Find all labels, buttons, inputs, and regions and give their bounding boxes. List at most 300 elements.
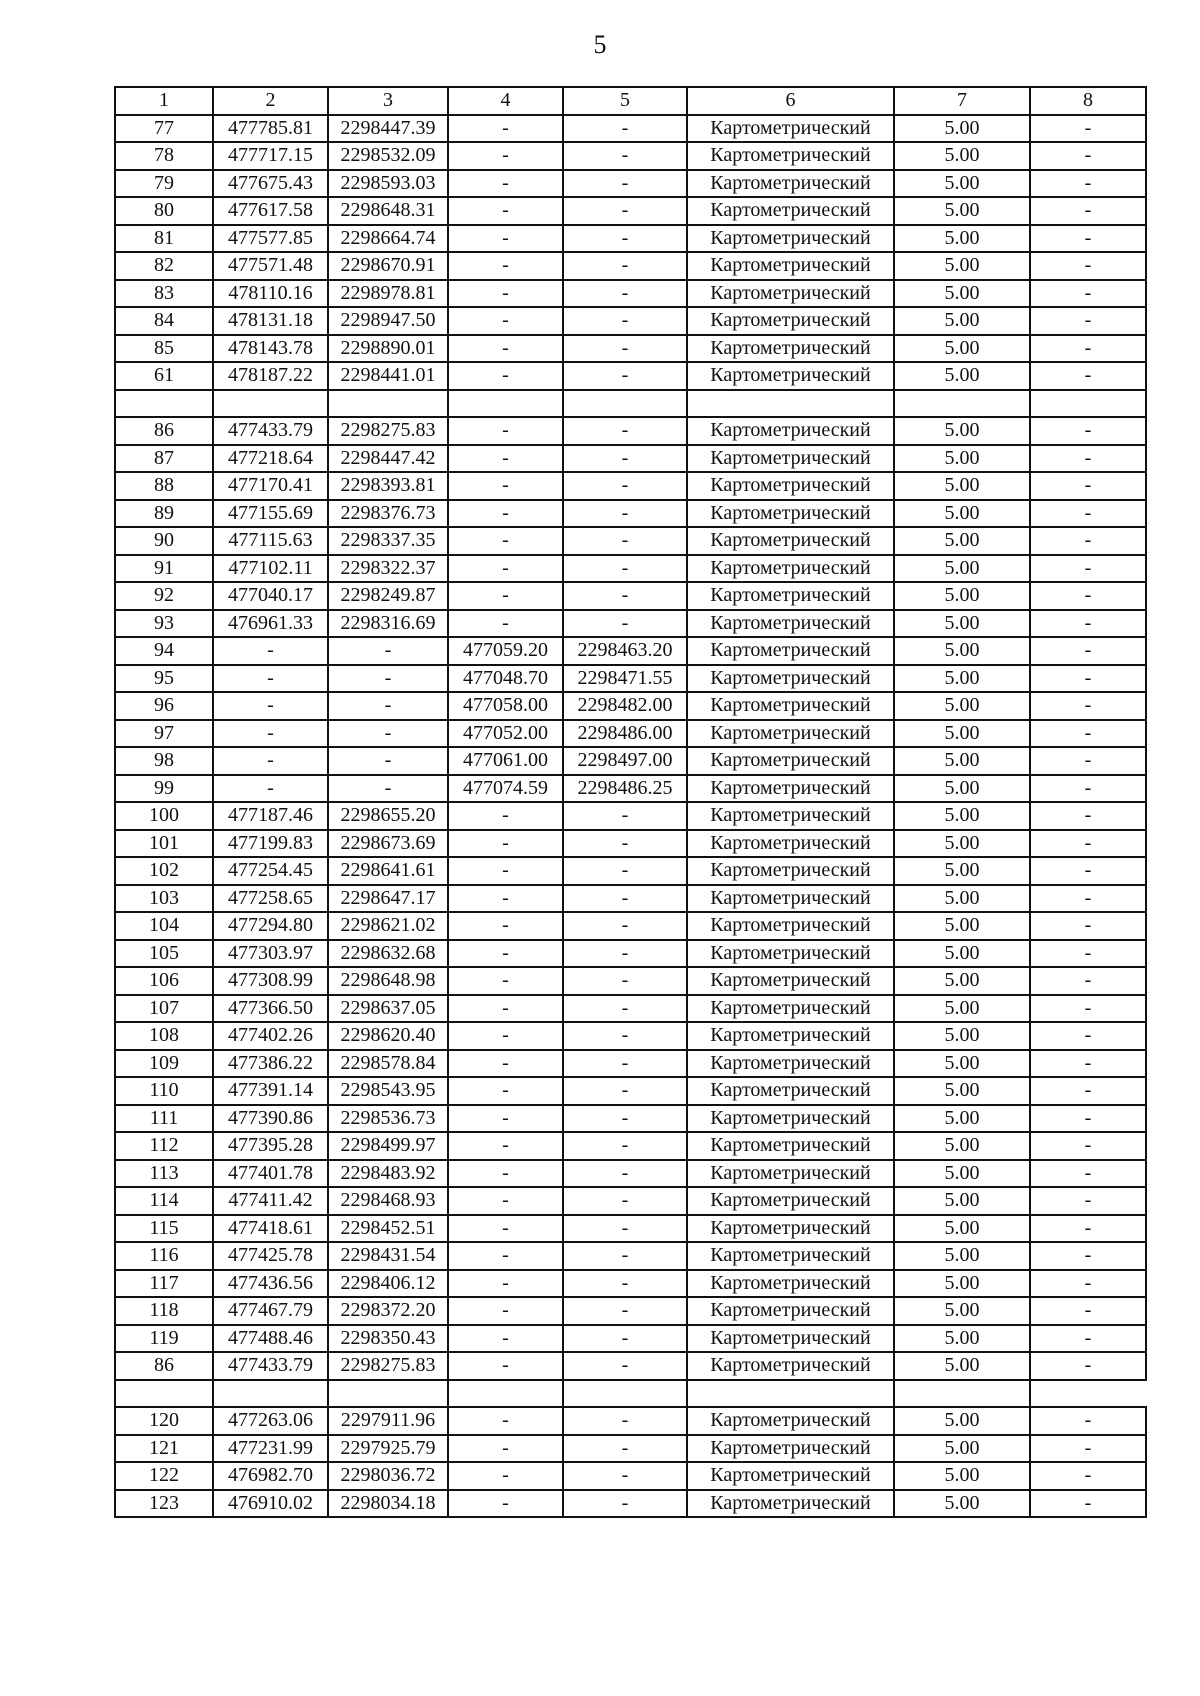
x-coordinate-cell: 477218.64	[213, 445, 328, 473]
x-new-coordinate-cell: -	[448, 1050, 563, 1078]
point-number-cell: 98	[115, 747, 213, 775]
x-new-coordinate-cell: -	[448, 362, 563, 390]
x-coordinate-cell: 477411.42	[213, 1187, 328, 1215]
x-coordinate-cell: 477402.26	[213, 1022, 328, 1050]
y-coordinate-cell: 2298350.43	[328, 1325, 448, 1353]
point-number-cell: 117	[115, 1270, 213, 1298]
note-cell: -	[1030, 142, 1146, 170]
x-coordinate-cell	[213, 390, 328, 418]
y-new-coordinate-cell: -	[563, 115, 687, 143]
x-coordinate-cell: 477308.99	[213, 967, 328, 995]
x-coordinate-cell: 477401.78	[213, 1160, 328, 1188]
x-new-coordinate-cell: 477061.00	[448, 747, 563, 775]
point-number-cell: 102	[115, 857, 213, 885]
point-number-cell: 119	[115, 1325, 213, 1353]
y-new-coordinate-cell: -	[563, 802, 687, 830]
y-new-coordinate-cell: 2298482.00	[563, 692, 687, 720]
accuracy-cell: 5.00	[894, 472, 1030, 500]
x-new-coordinate-cell: -	[448, 1435, 563, 1463]
x-new-coordinate-cell: -	[448, 1022, 563, 1050]
x-coordinate-cell: 476982.70	[213, 1462, 328, 1490]
note-cell: -	[1030, 1105, 1146, 1133]
table-row	[115, 830, 1146, 858]
note-cell: -	[1030, 692, 1146, 720]
x-coordinate-cell: 477577.85	[213, 225, 328, 253]
x-new-coordinate-cell: -	[448, 527, 563, 555]
header-row	[115, 87, 1146, 115]
point-number-cell	[115, 1380, 213, 1408]
y-new-coordinate-cell: -	[563, 1242, 687, 1270]
x-new-coordinate-cell: -	[448, 417, 563, 445]
accuracy-cell: 5.00	[894, 555, 1030, 583]
y-new-coordinate-cell: -	[563, 610, 687, 638]
y-new-coordinate-cell: -	[563, 555, 687, 583]
x-coordinate-cell: 477231.99	[213, 1435, 328, 1463]
table-row	[115, 1022, 1146, 1050]
accuracy-cell: 5.00	[894, 610, 1030, 638]
x-coordinate-cell: -	[213, 775, 328, 803]
y-new-coordinate-cell: -	[563, 940, 687, 968]
y-coordinate-cell: 2298620.40	[328, 1022, 448, 1050]
x-new-coordinate-cell: -	[448, 170, 563, 198]
accuracy-cell: 5.00	[894, 1022, 1030, 1050]
x-new-coordinate-cell: -	[448, 940, 563, 968]
point-number-cell: 86	[115, 1352, 213, 1380]
note-cell: -	[1030, 170, 1146, 198]
method-cell: Картометрический	[687, 1050, 894, 1078]
x-coordinate-cell: 477254.45	[213, 857, 328, 885]
accuracy-cell: 5.00	[894, 1187, 1030, 1215]
method-cell: Картометрический	[687, 142, 894, 170]
point-number-cell: 116	[115, 1242, 213, 1270]
method-cell: Картометрический	[687, 1242, 894, 1270]
point-number-cell: 120	[115, 1407, 213, 1435]
x-new-coordinate-cell: -	[448, 1105, 563, 1133]
y-coordinate-cell: 2298655.20	[328, 802, 448, 830]
x-coordinate-cell: 477436.56	[213, 1270, 328, 1298]
point-number-cell: 90	[115, 527, 213, 555]
x-coordinate-cell: 477433.79	[213, 417, 328, 445]
x-new-coordinate-cell: -	[448, 1352, 563, 1380]
y-coordinate-cell: -	[328, 637, 448, 665]
method-cell: Картометрический	[687, 527, 894, 555]
note-cell: -	[1030, 1352, 1146, 1380]
table-row	[115, 142, 1146, 170]
point-number-cell: 118	[115, 1297, 213, 1325]
y-new-coordinate-cell: -	[563, 197, 687, 225]
accuracy-cell: 5.00	[894, 940, 1030, 968]
note-cell: -	[1030, 857, 1146, 885]
note-cell: -	[1030, 1435, 1146, 1463]
y-coordinate-cell: 2298947.50	[328, 307, 448, 335]
x-coordinate-cell: 477617.58	[213, 197, 328, 225]
note-cell: -	[1030, 307, 1146, 335]
x-coordinate-cell: 477717.15	[213, 142, 328, 170]
note-cell: -	[1030, 1132, 1146, 1160]
accuracy-cell: 5.00	[894, 1050, 1030, 1078]
method-cell: Картометрический	[687, 830, 894, 858]
table-row	[115, 582, 1146, 610]
point-number-cell: 108	[115, 1022, 213, 1050]
x-new-coordinate-cell: -	[448, 967, 563, 995]
x-coordinate-cell: 477425.78	[213, 1242, 328, 1270]
y-coordinate-cell: 2298648.31	[328, 197, 448, 225]
note-cell: -	[1030, 197, 1146, 225]
note-cell: -	[1030, 1050, 1146, 1078]
accuracy-cell: 5.00	[894, 335, 1030, 363]
y-new-coordinate-cell: 2298471.55	[563, 665, 687, 693]
y-new-coordinate-cell: -	[563, 1270, 687, 1298]
point-number-cell: 115	[115, 1215, 213, 1243]
x-coordinate-cell: 477303.97	[213, 940, 328, 968]
y-coordinate-cell: 2298447.39	[328, 115, 448, 143]
note-cell: -	[1030, 610, 1146, 638]
y-coordinate-cell: 2298499.97	[328, 1132, 448, 1160]
method-cell: Картометрический	[687, 555, 894, 583]
note-cell: -	[1030, 252, 1146, 280]
method-cell: Картометрический	[687, 280, 894, 308]
y-new-coordinate-cell: 2298486.25	[563, 775, 687, 803]
y-coordinate-cell: 2298673.69	[328, 830, 448, 858]
point-number-cell: 106	[115, 967, 213, 995]
y-coordinate-cell: 2298036.72	[328, 1462, 448, 1490]
accuracy-cell: 5.00	[894, 142, 1030, 170]
table-row	[115, 1077, 1146, 1105]
y-new-coordinate-cell: -	[563, 307, 687, 335]
accuracy-cell: 5.00	[894, 225, 1030, 253]
accuracy-cell: 5.00	[894, 252, 1030, 280]
method-cell: Картометрический	[687, 637, 894, 665]
method-cell: Картометрический	[687, 802, 894, 830]
accuracy-cell: 5.00	[894, 1435, 1030, 1463]
y-coordinate-cell: 2298431.54	[328, 1242, 448, 1270]
x-coordinate-cell: 477366.50	[213, 995, 328, 1023]
point-number-cell: 89	[115, 500, 213, 528]
method-cell: Картометрический	[687, 417, 894, 445]
header-cell: 3	[328, 87, 448, 115]
accuracy-cell: 5.00	[894, 1407, 1030, 1435]
x-new-coordinate-cell: -	[448, 1160, 563, 1188]
table-row	[115, 555, 1146, 583]
y-coordinate-cell: 2298275.83	[328, 417, 448, 445]
x-new-coordinate-cell: -	[448, 252, 563, 280]
y-coordinate-cell: 2298275.83	[328, 1352, 448, 1380]
note-cell: -	[1030, 582, 1146, 610]
table-row	[115, 307, 1146, 335]
x-new-coordinate-cell: -	[448, 472, 563, 500]
y-new-coordinate-cell: -	[563, 500, 687, 528]
method-cell: Картометрический	[687, 1490, 894, 1518]
accuracy-cell: 5.00	[894, 582, 1030, 610]
y-coordinate-cell: 2298632.68	[328, 940, 448, 968]
x-coordinate-cell: 478110.16	[213, 280, 328, 308]
x-coordinate-cell: 477170.41	[213, 472, 328, 500]
note-cell: -	[1030, 555, 1146, 583]
method-cell: Картометрический	[687, 940, 894, 968]
note-cell: -	[1030, 1462, 1146, 1490]
table-row	[115, 280, 1146, 308]
y-coordinate-cell: 2298337.35	[328, 527, 448, 555]
y-coordinate-cell: 2298483.92	[328, 1160, 448, 1188]
table-row	[115, 1050, 1146, 1078]
note-cell: -	[1030, 1215, 1146, 1243]
method-cell: Картометрический	[687, 1270, 894, 1298]
x-new-coordinate-cell: -	[448, 1490, 563, 1518]
x-new-coordinate-cell: -	[448, 885, 563, 913]
point-number-cell: 104	[115, 912, 213, 940]
x-new-coordinate-cell: -	[448, 857, 563, 885]
x-new-coordinate-cell: 477059.20	[448, 637, 563, 665]
accuracy-cell: 5.00	[894, 885, 1030, 913]
y-new-coordinate-cell: 2298463.20	[563, 637, 687, 665]
y-coordinate-cell: -	[328, 665, 448, 693]
table-row	[115, 692, 1146, 720]
accuracy-cell: 5.00	[894, 417, 1030, 445]
y-new-coordinate-cell: -	[563, 362, 687, 390]
accuracy-cell: 5.00	[894, 527, 1030, 555]
method-cell	[687, 1380, 894, 1408]
method-cell: Картометрический	[687, 1435, 894, 1463]
method-cell: Картометрический	[687, 445, 894, 473]
note-cell: -	[1030, 1022, 1146, 1050]
note-cell: -	[1030, 1160, 1146, 1188]
table-row	[115, 417, 1146, 445]
y-coordinate-cell: 2298578.84	[328, 1050, 448, 1078]
y-coordinate-cell: 2298978.81	[328, 280, 448, 308]
note-cell: -	[1030, 500, 1146, 528]
table-row	[115, 885, 1146, 913]
point-number-cell: 79	[115, 170, 213, 198]
method-cell: Картометрический	[687, 1352, 894, 1380]
header-cell: 1	[115, 87, 213, 115]
table-row	[115, 170, 1146, 198]
x-new-coordinate-cell: -	[448, 307, 563, 335]
accuracy-cell: 5.00	[894, 747, 1030, 775]
accuracy-cell: 5.00	[894, 665, 1030, 693]
method-cell: Картометрический	[687, 362, 894, 390]
y-new-coordinate-cell: -	[563, 335, 687, 363]
point-number-cell: 109	[115, 1050, 213, 1078]
x-coordinate-cell: 477294.80	[213, 912, 328, 940]
method-cell: Картометрический	[687, 885, 894, 913]
method-cell: Картометрический	[687, 1215, 894, 1243]
y-new-coordinate-cell: -	[563, 1160, 687, 1188]
note-cell: -	[1030, 665, 1146, 693]
note-cell: -	[1030, 1077, 1146, 1105]
note-cell: -	[1030, 747, 1146, 775]
accuracy-cell: 5.00	[894, 1105, 1030, 1133]
accuracy-cell: 5.00	[894, 1160, 1030, 1188]
accuracy-cell	[894, 1380, 1030, 1408]
method-cell: Картометрический	[687, 335, 894, 363]
x-new-coordinate-cell: -	[448, 802, 563, 830]
note-cell	[1030, 1380, 1146, 1408]
x-new-coordinate-cell: -	[448, 197, 563, 225]
table-row	[115, 1435, 1146, 1463]
y-coordinate-cell: 2298532.09	[328, 142, 448, 170]
table-row	[115, 720, 1146, 748]
y-coordinate-cell: 2298249.87	[328, 582, 448, 610]
y-coordinate-cell: 2297925.79	[328, 1435, 448, 1463]
note-cell: -	[1030, 445, 1146, 473]
y-coordinate-cell: 2298593.03	[328, 170, 448, 198]
point-number-cell: 114	[115, 1187, 213, 1215]
x-new-coordinate-cell	[448, 1380, 563, 1408]
x-coordinate-cell: 477785.81	[213, 115, 328, 143]
x-new-coordinate-cell: 477074.59	[448, 775, 563, 803]
y-new-coordinate-cell: -	[563, 142, 687, 170]
y-new-coordinate-cell: -	[563, 1077, 687, 1105]
y-coordinate-cell: 2298441.01	[328, 362, 448, 390]
y-coordinate-cell: 2298648.98	[328, 967, 448, 995]
x-new-coordinate-cell: -	[448, 1462, 563, 1490]
point-number-cell: 99	[115, 775, 213, 803]
point-number-cell: 81	[115, 225, 213, 253]
accuracy-cell: 5.00	[894, 637, 1030, 665]
table-row	[115, 1297, 1146, 1325]
x-new-coordinate-cell: -	[448, 912, 563, 940]
accuracy-cell: 5.00	[894, 1297, 1030, 1325]
accuracy-cell: 5.00	[894, 1077, 1030, 1105]
header-cell: 2	[213, 87, 328, 115]
y-new-coordinate-cell: -	[563, 912, 687, 940]
note-cell	[1030, 390, 1146, 418]
point-number-cell: 77	[115, 115, 213, 143]
y-new-coordinate-cell: -	[563, 1187, 687, 1215]
method-cell: Картометрический	[687, 1022, 894, 1050]
method-cell	[687, 390, 894, 418]
x-coordinate-cell: -	[213, 665, 328, 693]
x-coordinate-cell: 477488.46	[213, 1325, 328, 1353]
point-number-cell: 93	[115, 610, 213, 638]
y-new-coordinate-cell: -	[563, 1435, 687, 1463]
y-coordinate-cell	[328, 1380, 448, 1408]
x-coordinate-cell: 477115.63	[213, 527, 328, 555]
accuracy-cell: 5.00	[894, 1215, 1030, 1243]
y-coordinate-cell: 2297911.96	[328, 1407, 448, 1435]
point-number-cell: 88	[115, 472, 213, 500]
table-row	[115, 1270, 1146, 1298]
table-row	[115, 1352, 1146, 1380]
table-row	[115, 1242, 1146, 1270]
x-new-coordinate-cell: -	[448, 1407, 563, 1435]
y-new-coordinate-cell: -	[563, 582, 687, 610]
point-number-cell: 96	[115, 692, 213, 720]
accuracy-cell: 5.00	[894, 830, 1030, 858]
note-cell: -	[1030, 912, 1146, 940]
accuracy-cell: 5.00	[894, 500, 1030, 528]
note-cell: -	[1030, 995, 1146, 1023]
x-new-coordinate-cell: -	[448, 335, 563, 363]
point-number-cell: 97	[115, 720, 213, 748]
x-coordinate-cell: 477263.06	[213, 1407, 328, 1435]
method-cell: Картометрический	[687, 197, 894, 225]
y-coordinate-cell: -	[328, 775, 448, 803]
note-cell: -	[1030, 1297, 1146, 1325]
y-coordinate-cell: 2298647.17	[328, 885, 448, 913]
method-cell: Картометрический	[687, 500, 894, 528]
y-new-coordinate-cell: -	[563, 830, 687, 858]
x-coordinate-cell: 477386.22	[213, 1050, 328, 1078]
note-cell: -	[1030, 1407, 1146, 1435]
table-row	[115, 500, 1146, 528]
y-coordinate-cell: 2298641.61	[328, 857, 448, 885]
x-coordinate-cell	[213, 1380, 328, 1408]
x-new-coordinate-cell: -	[448, 225, 563, 253]
note-cell: -	[1030, 802, 1146, 830]
y-new-coordinate-cell: -	[563, 280, 687, 308]
x-coordinate-cell: 477187.46	[213, 802, 328, 830]
x-coordinate-cell: 478187.22	[213, 362, 328, 390]
method-cell: Картометрический	[687, 857, 894, 885]
method-cell: Картометрический	[687, 1105, 894, 1133]
y-new-coordinate-cell: 2298497.00	[563, 747, 687, 775]
header-cell: 7	[894, 87, 1030, 115]
note-cell: -	[1030, 940, 1146, 968]
x-new-coordinate-cell: -	[448, 1215, 563, 1243]
accuracy-cell: 5.00	[894, 912, 1030, 940]
table-row	[115, 747, 1146, 775]
y-new-coordinate-cell: -	[563, 1325, 687, 1353]
note-cell: -	[1030, 775, 1146, 803]
y-new-coordinate-cell: -	[563, 1462, 687, 1490]
x-coordinate-cell: -	[213, 720, 328, 748]
note-cell: -	[1030, 280, 1146, 308]
x-new-coordinate-cell: -	[448, 142, 563, 170]
point-number-cell: 91	[115, 555, 213, 583]
accuracy-cell: 5.00	[894, 967, 1030, 995]
y-new-coordinate-cell: -	[563, 1490, 687, 1518]
method-cell: Картометрический	[687, 1187, 894, 1215]
point-number-cell: 122	[115, 1462, 213, 1490]
y-new-coordinate-cell: -	[563, 885, 687, 913]
note-cell: -	[1030, 225, 1146, 253]
table-row	[115, 637, 1146, 665]
point-number-cell: 83	[115, 280, 213, 308]
y-new-coordinate-cell: -	[563, 1050, 687, 1078]
table-row	[115, 225, 1146, 253]
x-coordinate-cell: 477467.79	[213, 1297, 328, 1325]
x-coordinate-cell: 477040.17	[213, 582, 328, 610]
x-new-coordinate-cell: -	[448, 555, 563, 583]
accuracy-cell	[894, 390, 1030, 418]
y-new-coordinate-cell: -	[563, 417, 687, 445]
y-coordinate-cell: 2298468.93	[328, 1187, 448, 1215]
point-number-cell: 84	[115, 307, 213, 335]
y-coordinate-cell: 2298316.69	[328, 610, 448, 638]
y-new-coordinate-cell: -	[563, 1352, 687, 1380]
method-cell: Картометрический	[687, 1462, 894, 1490]
y-new-coordinate-cell: -	[563, 1132, 687, 1160]
y-new-coordinate-cell: 2298486.00	[563, 720, 687, 748]
accuracy-cell: 5.00	[894, 1352, 1030, 1380]
note-cell: -	[1030, 1325, 1146, 1353]
point-number-cell: 101	[115, 830, 213, 858]
table-row	[115, 1407, 1146, 1435]
table-row	[115, 665, 1146, 693]
point-number-cell: 95	[115, 665, 213, 693]
x-coordinate-cell: 477102.11	[213, 555, 328, 583]
method-cell: Картометрический	[687, 1297, 894, 1325]
y-coordinate-cell: 2298322.37	[328, 555, 448, 583]
note-cell: -	[1030, 1187, 1146, 1215]
accuracy-cell: 5.00	[894, 280, 1030, 308]
point-number-cell: 110	[115, 1077, 213, 1105]
y-coordinate-cell: 2298637.05	[328, 995, 448, 1023]
table-row	[115, 1187, 1146, 1215]
y-new-coordinate-cell: -	[563, 995, 687, 1023]
y-new-coordinate-cell: -	[563, 527, 687, 555]
